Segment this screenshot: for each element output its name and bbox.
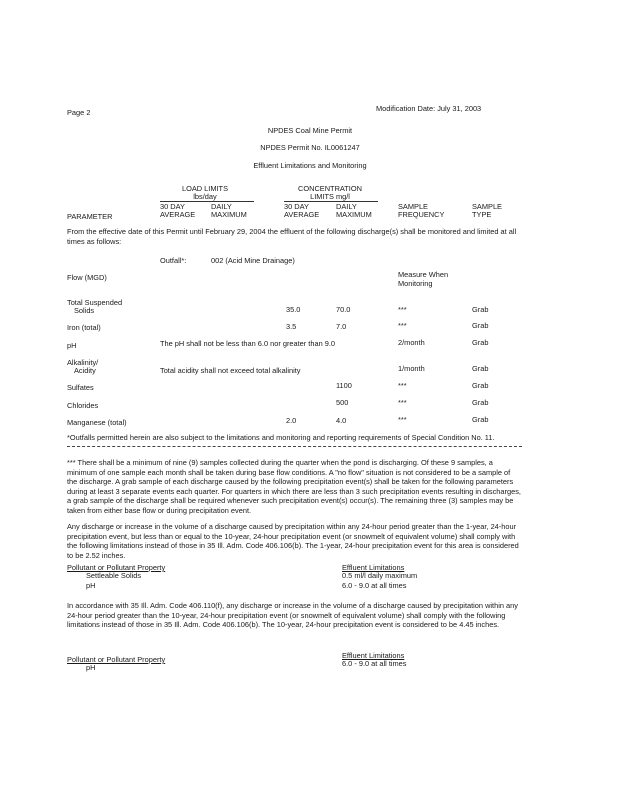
concentration-units: LIMITS mg/l: [310, 192, 350, 201]
row-iron-max: 7.0: [336, 322, 347, 331]
row-sulfates-type: Grab: [472, 381, 489, 390]
row-tss-type: Grab: [472, 305, 489, 314]
col-daily-a: DAILY: [211, 202, 232, 211]
load-limits-units: lbs/day: [193, 192, 217, 201]
col-daily-b: DAILY: [336, 202, 357, 211]
col-30day-b: 30 DAY: [284, 202, 309, 211]
row-manganese-avg: 2.0: [286, 416, 297, 425]
section-divider: [67, 446, 522, 447]
ten-year-event-paragraph: In accordance with 35 Ill. Adm. Code 406.110(f), any discharge or increase in the volume of a discharge caused by precipitation within any 24-hour period greater than the 10-year, 24-hour precipitation event (or snowmelt of equivalent volume) shall comply with the following limitations instead of those in 35 Ill. Adm. Code 406.106(b). The 10-year, 24-hour precipitation event is considered to be 4.45 inches.: [67, 601, 518, 629]
row-chlorides-name: Chlorides: [67, 401, 99, 410]
outfall-value: 002 (Acid Mine Drainage): [211, 256, 295, 265]
modification-date: Modification Date: July 31, 2003: [376, 104, 482, 113]
row-tss-frequency: ***: [398, 305, 407, 314]
row-ph-frequency: 2/month: [398, 338, 425, 347]
col-parameter: PARAMETER: [67, 212, 113, 221]
outfall-label: Outfall*:: [160, 256, 187, 265]
block1-limit1: 0.5 ml/l daily maximum: [342, 571, 418, 580]
row-manganese-type: Grab: [472, 415, 489, 424]
col-sample: SAMPLE: [398, 202, 428, 211]
row-ph-type: Grab: [472, 338, 489, 347]
col-30day-a: 30 DAY: [160, 202, 185, 211]
row-iron-type: Grab: [472, 321, 489, 330]
block1-item2: pH: [86, 581, 96, 590]
row-chlorides-frequency: ***: [398, 398, 407, 407]
row-manganese-name: Manganese (total): [67, 418, 127, 427]
row-tss-name-1: Total Suspended: [67, 298, 123, 307]
sampling-paragraph: *** There shall be a minimum of nine (9) samples collected during the quarter when the pond is discharging. Of these 9 samples, a minimum of one sample each month shall be taken during base flow conditions. A "no flow" situation is not considered to be a sample of the discharge. A grab sample of each discharge caused by the following precipitation event(s) shall be taken for the following parameters during at least 3 separate events each quarter. For quarters in which there are less than 3 such precipitation events resulting in discharges, a grab sample of the discharge shall be required whenever such precipitation event(s) occur(s). The remaining three (3) samples may be taken from either base flow or during precipitation event.: [67, 458, 521, 515]
row-alkalinity-name-2: Acidity: [74, 366, 96, 375]
outfall-footnote: *Outfalls permitted herein are also subject to the limitations and monitoring and reporting requirements of Special Condition No. 11.: [67, 433, 495, 442]
row-tss-name-2: Solids: [74, 306, 95, 315]
col-maximum-a: MAXIMUM: [211, 210, 247, 219]
col-average-a: AVERAGE: [160, 210, 196, 219]
block1-pollutant-heading: Pollutant or Pollutant Property: [67, 563, 166, 572]
row-manganese-frequency: ***: [398, 415, 407, 424]
page-number: Page 2: [67, 108, 91, 117]
col-frequency: FREQUENCY: [398, 210, 445, 219]
row-manganese-max: 4.0: [336, 416, 347, 425]
col-type: TYPE: [472, 210, 492, 219]
row-chlorides-type: Grab: [472, 398, 489, 407]
row-sulfates-max: 1100: [336, 381, 352, 390]
row-alkalinity-frequency: 1/month: [398, 364, 425, 373]
col-average-b: AVERAGE: [284, 210, 320, 219]
permit-type-heading: NPDES Coal Mine Permit: [267, 126, 353, 135]
one-year-event-paragraph: Any discharge or increase in the volume of a discharge caused by precipitation within any 24-hour period greater than the 1-year, 24-hour precipitation event, but less than or equal to the 10-year, 24-hour precipitation event (or snowmelt of equivalent volume) shall comply with the following limitations instead of those in 35 Ill. Adm. Code 406.106(b). The 1-year, 24-hour precipitation event for this area is considered to be 2.52 inches.: [67, 522, 519, 560]
row-flow-name: Flow (MGD): [67, 273, 107, 282]
block1-limit2: 6.0 - 9.0 at all times: [342, 581, 407, 590]
section-heading: Effluent Limitations and Monitoring: [253, 161, 367, 170]
row-sulfates-frequency: ***: [398, 381, 407, 390]
row-ph-name: pH: [67, 341, 77, 350]
row-alkalinity-name-1: Alkalinity/: [67, 358, 99, 367]
row-tss-max: 70.0: [336, 305, 351, 314]
block1-limits-heading: Effluent Limitations: [342, 563, 405, 572]
row-iron-name: Iron (total): [67, 323, 101, 332]
row-iron-frequency: ***: [398, 321, 407, 330]
load-limits-header: LOAD LIMITS: [182, 184, 228, 193]
row-flow-frequency-1: Measure When: [398, 270, 449, 279]
block1-item1: Settleable Solids: [86, 571, 142, 580]
block2-item1: pH: [86, 663, 96, 672]
row-chlorides-max: 500: [336, 398, 349, 407]
permit-number-heading: NPDES Permit No. IL0061247: [260, 143, 360, 152]
row-ph-note: The pH shall not be less than 6.0 nor greater than 9.0: [160, 339, 336, 348]
block2-limits-heading: Effluent Limitations: [342, 651, 405, 660]
intro-paragraph: From the effective date of this Permit until February 29, 2004 the effluent of the following discharge(s) shall be monitored and limited at all times as follows:: [67, 227, 517, 246]
row-flow-frequency-2: Monitoring: [398, 279, 433, 288]
row-alkalinity-note: Total acidity shall not exceed total alkalinity: [160, 366, 301, 375]
block2-pollutant-heading: Pollutant or Pollutant Property: [67, 655, 166, 664]
row-sulfates-name: Sulfates: [67, 383, 94, 392]
row-alkalinity-type: Grab: [472, 364, 489, 373]
col-maximum-b: MAXIMUM: [336, 210, 372, 219]
col-sample-2: SAMPLE: [472, 202, 502, 211]
block2-limit1: 6.0 - 9.0 at all times: [342, 659, 407, 668]
row-tss-avg: 35.0: [286, 305, 301, 314]
row-iron-avg: 3.5: [286, 322, 297, 331]
concentration-header: CONCENTRATION: [298, 184, 362, 193]
